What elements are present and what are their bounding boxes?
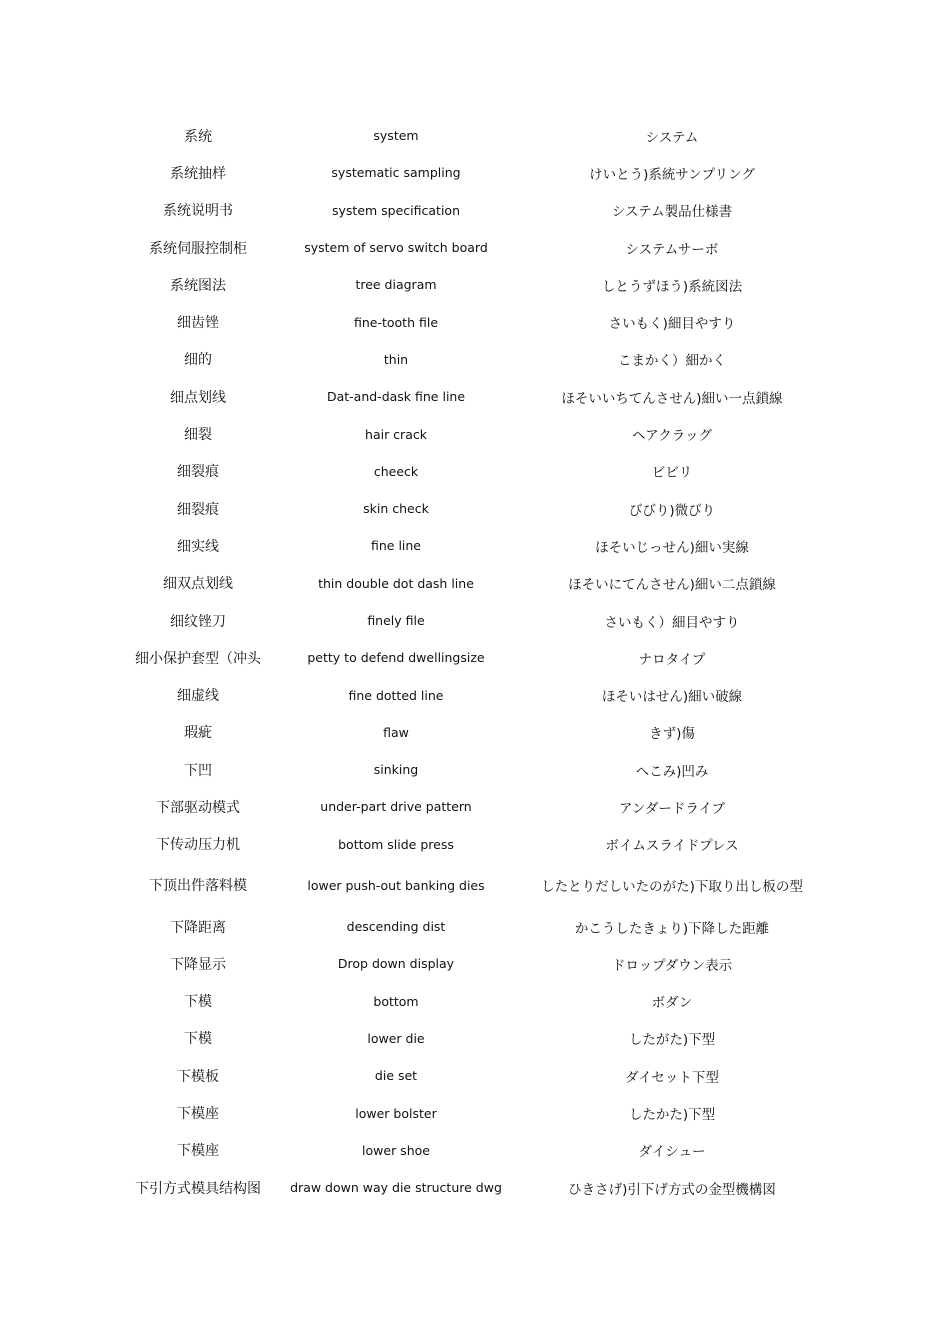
english-term: system [373, 128, 419, 144]
english-term: finely file [367, 613, 425, 628]
table-row [0, 415, 950, 452]
english-term: lower shoe [362, 1142, 430, 1158]
japanese-term: へこみ)凹み [635, 763, 709, 780]
english-term: under-part drive pattern [320, 799, 472, 815]
japanese-term: さいもく）細目やすり [604, 614, 740, 631]
chinese-term: 细点划线 [170, 389, 226, 406]
glossary-table [0, 117, 950, 1206]
english-term: lower die [367, 1030, 425, 1046]
english-term: cheeck [373, 463, 419, 479]
japanese-term: システム [645, 129, 699, 146]
english-term: draw down way die structure dwg [290, 1180, 502, 1196]
japanese-term: システムサーボ [625, 241, 719, 258]
english-term: sinking [373, 762, 419, 778]
chinese-term: 下模座 [177, 1106, 219, 1123]
table-row [0, 983, 950, 1020]
japanese-term: ボダン [651, 995, 693, 1012]
chinese-term: 细实线 [177, 538, 219, 555]
english-term: bottom slide press [338, 836, 454, 852]
chinese-term: 下部驱动模式 [156, 799, 240, 816]
english-term: system of servo switch board [304, 240, 488, 256]
japanese-term: ナロタイプ [638, 651, 706, 668]
japanese-term: しとうずほう)系統図法 [601, 278, 743, 295]
table-row [0, 229, 950, 266]
chinese-term: 下传动压力机 [156, 837, 240, 854]
chinese-term: 系统说明书 [163, 203, 233, 220]
chinese-term: 下降距离 [170, 919, 226, 936]
chinese-term: 下顶出件落料模 [149, 878, 247, 895]
chinese-term: 细小保护套型（冲头 [135, 650, 261, 667]
table-row [0, 676, 950, 713]
table-row [0, 1169, 950, 1206]
table-row [0, 1094, 950, 1131]
table-row [0, 639, 950, 676]
japanese-term: したがた)下型 [628, 1032, 716, 1049]
japanese-term: ダイセット下型 [625, 1069, 719, 1086]
english-term: thin [383, 351, 409, 367]
english-term: skin check [363, 501, 429, 517]
chinese-term: 下降显示 [170, 956, 226, 973]
japanese-term: ヘアクラッグ [632, 428, 712, 445]
table-row [0, 1132, 950, 1169]
japanese-term: アンダードライブ [618, 800, 726, 817]
chinese-term: 瑕疵 [184, 725, 212, 742]
table-row [0, 266, 950, 303]
japanese-term: ひきさげ)引下げ方式の金型機構図 [568, 1181, 776, 1198]
chinese-term: 下模 [184, 994, 212, 1011]
chinese-term: 系统图法 [170, 277, 226, 294]
table-row [0, 192, 950, 229]
english-term: lower bolster [355, 1105, 437, 1121]
chinese-term: 细裂痕 [177, 464, 219, 481]
chinese-term: 细的 [184, 352, 212, 369]
japanese-term: びびり)微びり [628, 502, 716, 519]
table-row [0, 908, 950, 945]
table-row [0, 602, 950, 639]
japanese-term: ボイムスライドプレス [605, 838, 739, 855]
chinese-term: 下模座 [177, 1143, 219, 1160]
english-term: tree diagram [355, 277, 437, 293]
chinese-term: 细裂痕 [177, 501, 219, 518]
table-row [0, 565, 950, 602]
english-term: descending dist [346, 919, 446, 935]
chinese-term: 下模板 [177, 1068, 219, 1085]
japanese-term: きず)傷 [649, 726, 695, 743]
chinese-term: 下凹 [184, 762, 212, 779]
chinese-term: 下模 [184, 1031, 212, 1048]
table-row [0, 826, 950, 863]
japanese-term: こまかく）細かく [618, 353, 726, 370]
japanese-term: システム製品仕様書 [611, 204, 733, 221]
english-term: Drop down display [337, 956, 455, 972]
english-term: fine-tooth file [353, 314, 439, 330]
japanese-term: ほそいはせん)細い破線 [601, 689, 743, 706]
japanese-term: ドロップダウン表示 [611, 957, 733, 974]
chinese-term: 细裂 [184, 427, 212, 444]
chinese-term: 系统伺服控制柜 [149, 240, 247, 257]
english-term: system specification [332, 202, 460, 218]
japanese-term: ほそいじっせん)細い実線 [595, 539, 749, 556]
japanese-term: したとりだしいたのがた)下取り出し板の型 [541, 879, 803, 896]
chinese-term: 系统 [184, 128, 212, 145]
table-row [0, 303, 950, 340]
japanese-term: ダイシュー [638, 1144, 706, 1161]
english-term: fine dotted line [348, 687, 444, 703]
chinese-term: 系统抽样 [170, 165, 226, 182]
chinese-term: 细双点划线 [163, 576, 233, 593]
japanese-term: ほそいいちてんさせん)細い一点鎖線 [561, 390, 783, 407]
japanese-term: けいとう)系統サンプリング [589, 166, 755, 183]
japanese-term: かこうしたきょり)下降した距離 [574, 920, 770, 937]
table-row [0, 788, 950, 825]
english-term: Dat-and-dask fine line [326, 389, 466, 405]
english-term: petty to defend dwellingsize [307, 650, 485, 666]
table-row [0, 527, 950, 564]
table-row [0, 341, 950, 378]
chinese-term: 细齿锉 [177, 315, 219, 332]
table-row [0, 714, 950, 751]
english-term: lower push-out banking dies [307, 877, 485, 893]
table-row [0, 751, 950, 788]
english-term: die set [374, 1068, 418, 1084]
table-row [0, 863, 950, 908]
table-row [0, 490, 950, 527]
table-row [0, 378, 950, 415]
english-term: flaw [383, 724, 409, 740]
english-term: thin double dot dash line [318, 575, 474, 591]
table-row [0, 945, 950, 982]
english-term: hair crack [365, 426, 427, 442]
english-term: fine line [370, 538, 422, 554]
table-row [0, 154, 950, 191]
table-row [0, 453, 950, 490]
table-row [0, 117, 950, 154]
japanese-term: ビビリ [651, 465, 693, 482]
table-row [0, 1057, 950, 1094]
japanese-term: さいもく)細目やすり [608, 316, 736, 333]
english-term: systematic sampling [331, 165, 461, 181]
chinese-term: 细纹锉刀 [170, 613, 226, 630]
japanese-term: ほそいにてんさせん)細い二点鎖線 [568, 577, 776, 594]
chinese-term: 下引方式模具结构图 [135, 1180, 261, 1197]
english-term: bottom [373, 993, 419, 1009]
table-row [0, 1020, 950, 1057]
japanese-term: したかた)下型 [628, 1107, 716, 1124]
chinese-term: 细虚线 [177, 688, 219, 705]
